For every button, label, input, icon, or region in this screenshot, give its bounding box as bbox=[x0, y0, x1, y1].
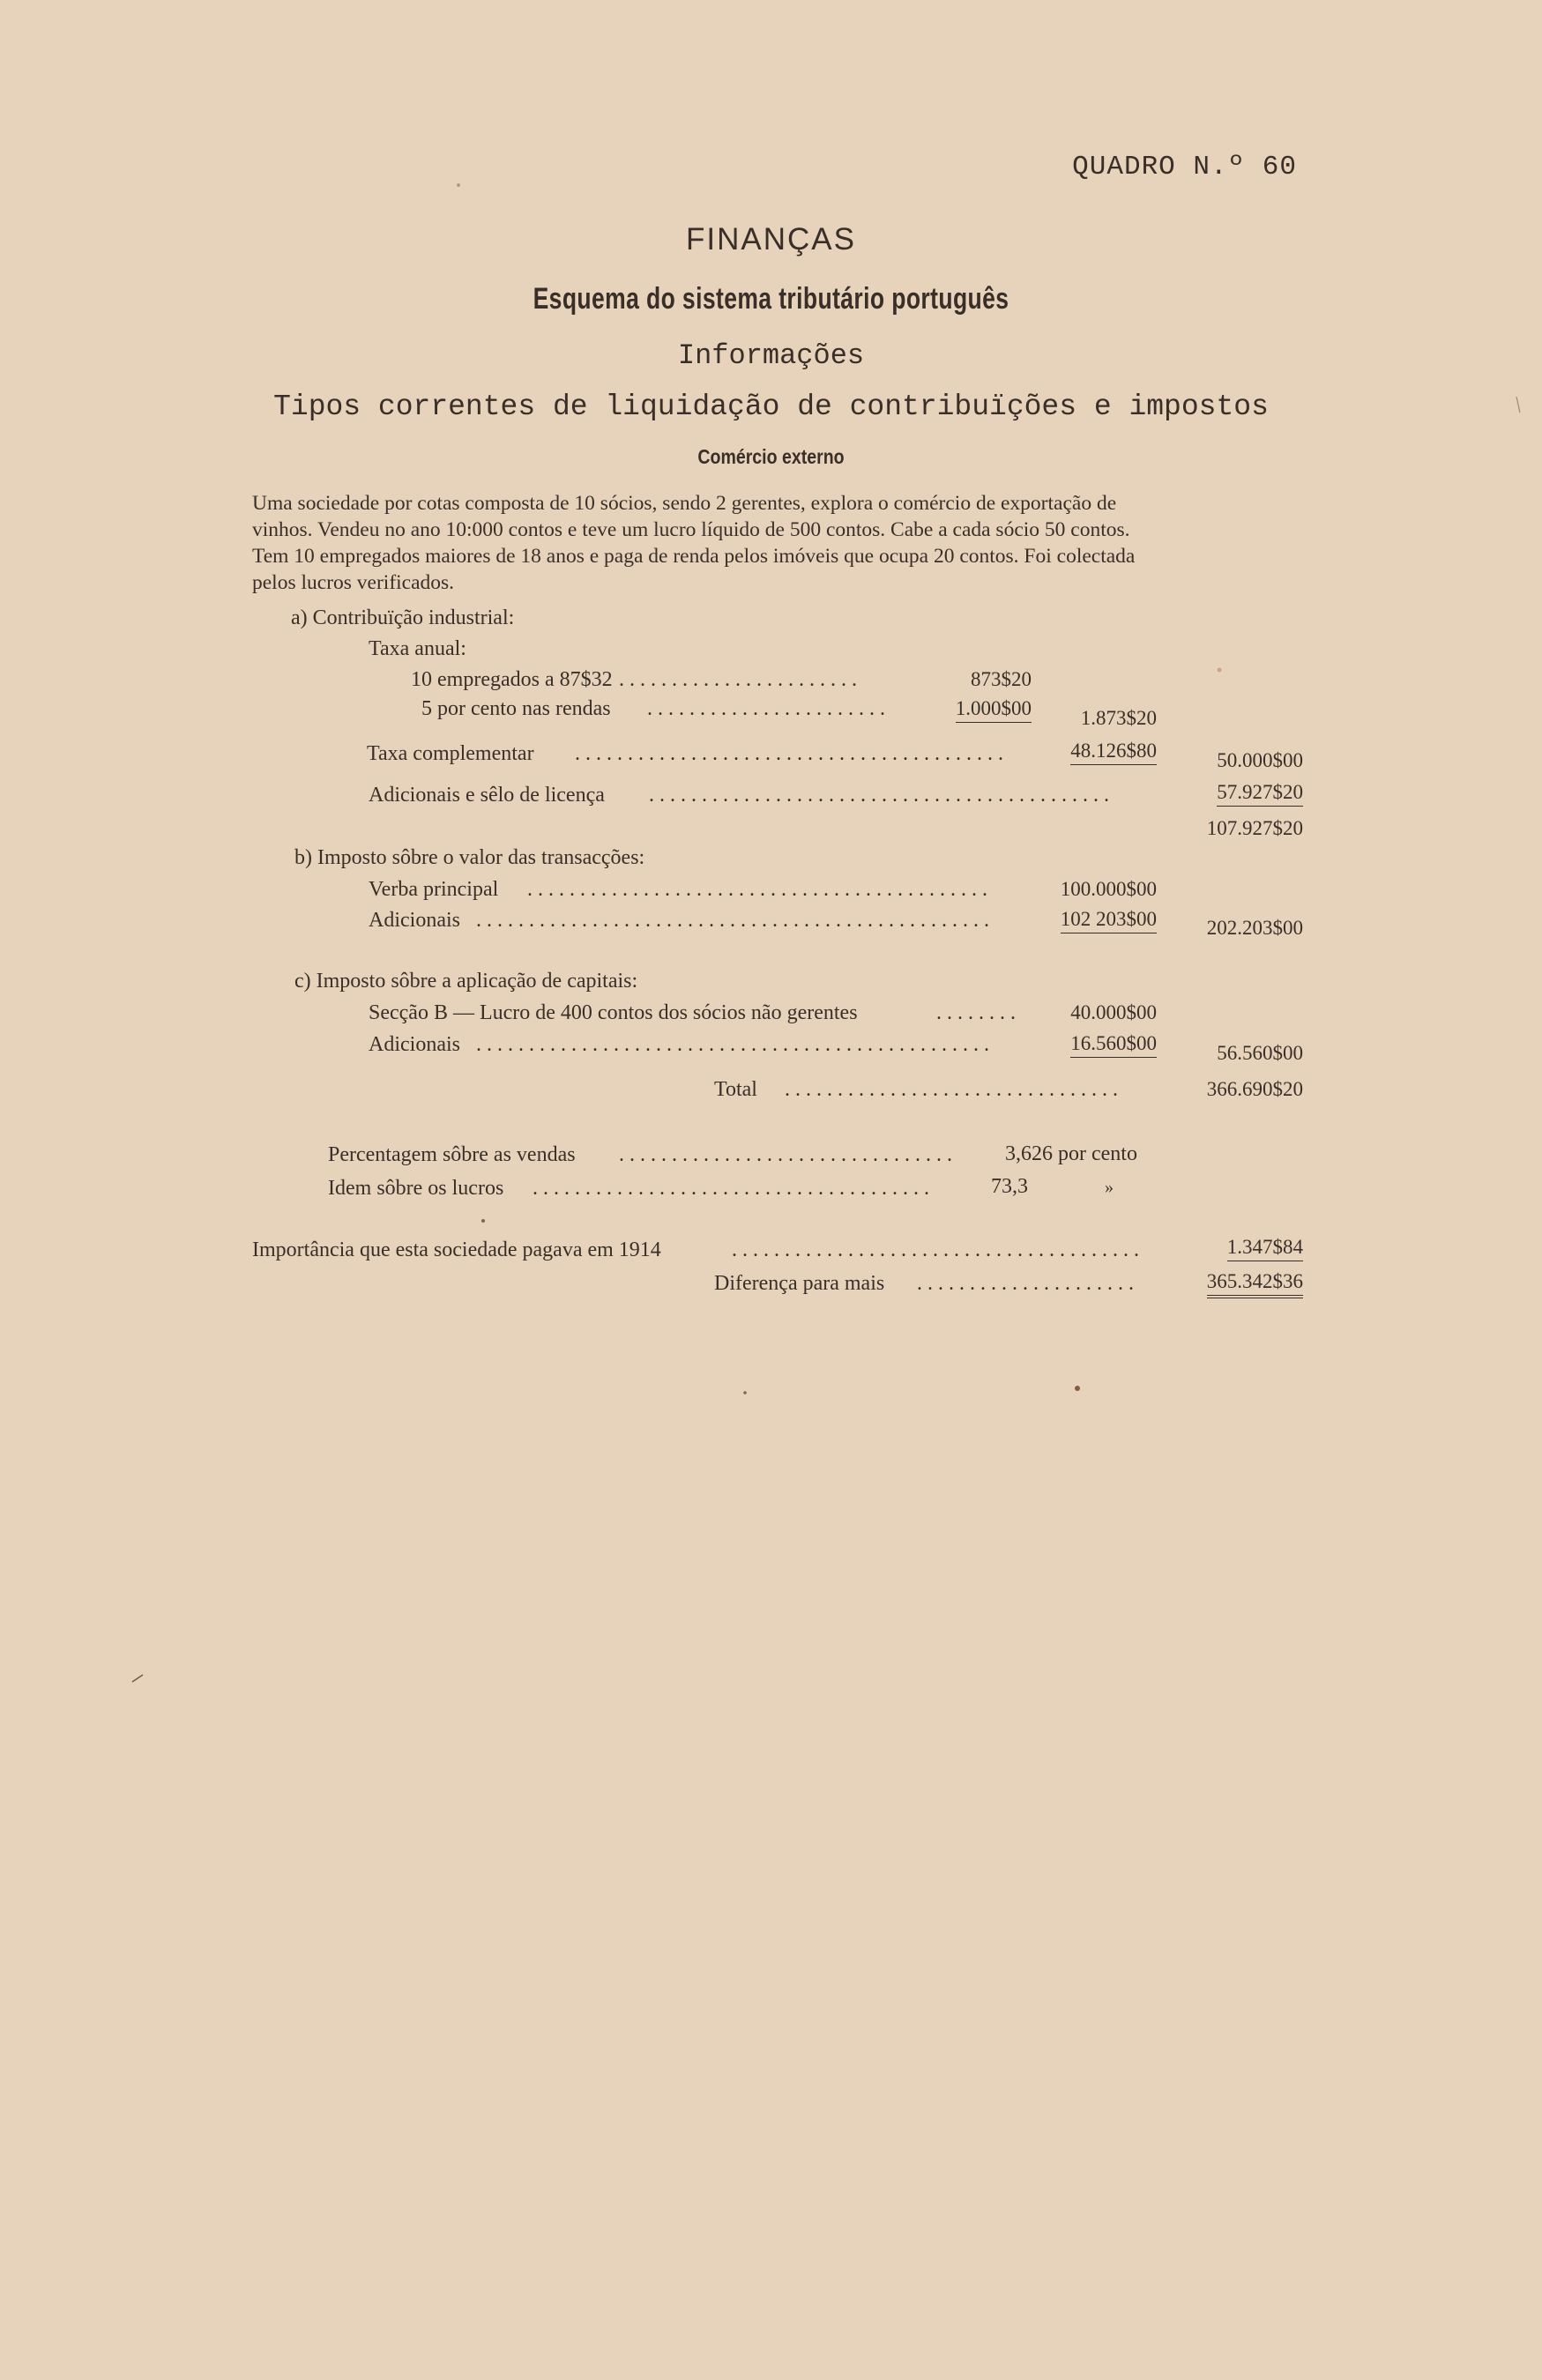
rendas-label: 5 por cento nas rendas bbox=[421, 697, 611, 720]
anual-total: 1.873$20 bbox=[1080, 707, 1157, 729]
taxa-anual-label: Taxa anual: bbox=[369, 637, 466, 660]
scheme-title: Esquema do sistema tributário português bbox=[533, 282, 1009, 316]
c-adicionais-value-text: 16.560$00 bbox=[1070, 1032, 1157, 1058]
seccao-b-value: 40.000$00 bbox=[1070, 1001, 1157, 1023]
intro-line: Uma sociedade por cotas composta de 10 sócios, sendo 2 gerentes, explora o comércio de exportação de bbox=[252, 492, 1117, 515]
leader-dots: . . . . . . . . . . . . . . . . . . . . . . . . . . . . . . . . . . . . . . . bbox=[732, 1238, 1139, 1261]
leader-dots: . . . . . . . . . . . . . . . . . . . . . . . . . . . . . . . . . . . . . . . . . . . . . . . . . bbox=[476, 1033, 989, 1056]
quadro-number: QUADRO N.º 60 bbox=[1072, 152, 1297, 182]
leader-dots: . . . . . . . . . . . . . . . . . . . . . bbox=[917, 1272, 1134, 1295]
verba-label: Verba principal bbox=[369, 878, 499, 901]
section-a-heading: a) Contribuïção industrial: bbox=[291, 606, 515, 629]
total-label: Total bbox=[714, 1078, 757, 1101]
leader-dots: . . . . . . . . . . . . . . . . . . . . . . . . . . . . . . . . . . . . . . . . . bbox=[575, 742, 1003, 765]
section-b-heading: b) Imposto sôbre o valor das transacções: bbox=[294, 846, 645, 869]
leader-dots: . . . . . . . . . . . . . . . . . . . . . . . bbox=[647, 697, 885, 720]
empregados-value: 873$20 bbox=[971, 668, 1032, 690]
types-heading: Tipos correntes de liquidação de contribuïções e impostos bbox=[273, 390, 1269, 423]
info-heading: Informações bbox=[677, 339, 865, 372]
importancia-value-text: 1.347$84 bbox=[1227, 1236, 1303, 1261]
complementar-value-text: 48.126$80 bbox=[1070, 740, 1157, 765]
leader-dots: . . . . . . . . . . . . . . . . . . . . . . . . . . . . . . . . bbox=[785, 1078, 1118, 1101]
intro-line: pelos lucros verificados. bbox=[252, 571, 455, 594]
diferenca-value-text: 365.342$36 bbox=[1207, 1270, 1303, 1298]
a-subtotal: 50.000$00 bbox=[1217, 749, 1303, 771]
grand-total: 366.690$20 bbox=[1206, 1078, 1303, 1100]
diferenca-label: Diferença para mais bbox=[714, 1272, 885, 1295]
percent-lucros-unit: » bbox=[1105, 1178, 1114, 1197]
leader-dots: . . . . . . . . . . . . . . . . . . . . . . . bbox=[619, 668, 857, 691]
leader-dots: . . . . . . . . . . . . . . . . . . . . . . . . . . . . . . . . . . . . . . bbox=[533, 1177, 929, 1200]
percent-lucros-label: Idem sôbre os lucros bbox=[328, 1177, 504, 1200]
complementar-label: Taxa complementar bbox=[367, 742, 534, 765]
percent-vendas-value: 3,626 por cento bbox=[1005, 1142, 1137, 1165]
b-adicionais-label: Adicionais bbox=[369, 909, 460, 932]
percent-lucros-value: 73,3 bbox=[991, 1175, 1028, 1198]
section-c-heading: c) Imposto sôbre a aplicação de capitais: bbox=[294, 970, 638, 993]
seccao-b-label: Secção B — Lucro de 400 contos dos sócios não gerentes bbox=[369, 1001, 858, 1024]
intro-line: Tem 10 empregados maiores de 18 anos e paga de renda pelos imóveis que ocupa 20 contos. Foi colectada bbox=[252, 545, 1136, 568]
leader-dots: . . . . . . . . . . . . . . . . . . . . . . . . . . . . . . . . . . . . . . . . . . . . . . . . . bbox=[476, 909, 989, 932]
importancia-label: Importância que esta sociedade pagava em 1914 bbox=[252, 1238, 661, 1261]
c-adicionais-label: Adicionais bbox=[369, 1033, 460, 1056]
c-total: 56.560$00 bbox=[1217, 1042, 1303, 1064]
adicionais-licenca-label: Adicionais e sêlo de licença bbox=[369, 784, 605, 807]
intro-line: vinhos. Vendeu no ano 10:000 contos e teve um lucro líquido de 500 contos. Cabe a cada sócio 50 contos. bbox=[252, 518, 1130, 541]
percent-vendas-label: Percentagem sôbre as vendas bbox=[328, 1143, 576, 1166]
adicionais-licenca-value-text: 57.927$20 bbox=[1217, 781, 1303, 807]
leader-dots: . . . . . . . . . . . . . . . . . . . . . . . . . . . . . . . . . . . . . . . . . . . . bbox=[527, 878, 987, 901]
b-adicionais-value-text: 102 203$00 bbox=[1061, 908, 1157, 933]
empregados-label: 10 empregados a 87$32 bbox=[411, 668, 613, 691]
leader-dots: . . . . . . . . . . . . . . . . . . . . . . . . . . . . . . . . . . . . . . . . . . . . bbox=[649, 784, 1109, 807]
a-total: 107.927$20 bbox=[1206, 817, 1303, 839]
verba-value: 100.000$00 bbox=[1060, 878, 1157, 900]
section-title: FINANÇAS bbox=[686, 222, 856, 257]
b-total: 202.203$00 bbox=[1206, 917, 1303, 939]
leader-dots: . . . . . . . . . . . . . . . . . . . . . . . . . . . . . . . . bbox=[619, 1143, 952, 1166]
leader-dots: . . . . . . . . bbox=[936, 1001, 1016, 1024]
topic-heading: Comércio externo bbox=[697, 445, 845, 468]
rendas-value-text: 1.000$00 bbox=[956, 697, 1032, 723]
